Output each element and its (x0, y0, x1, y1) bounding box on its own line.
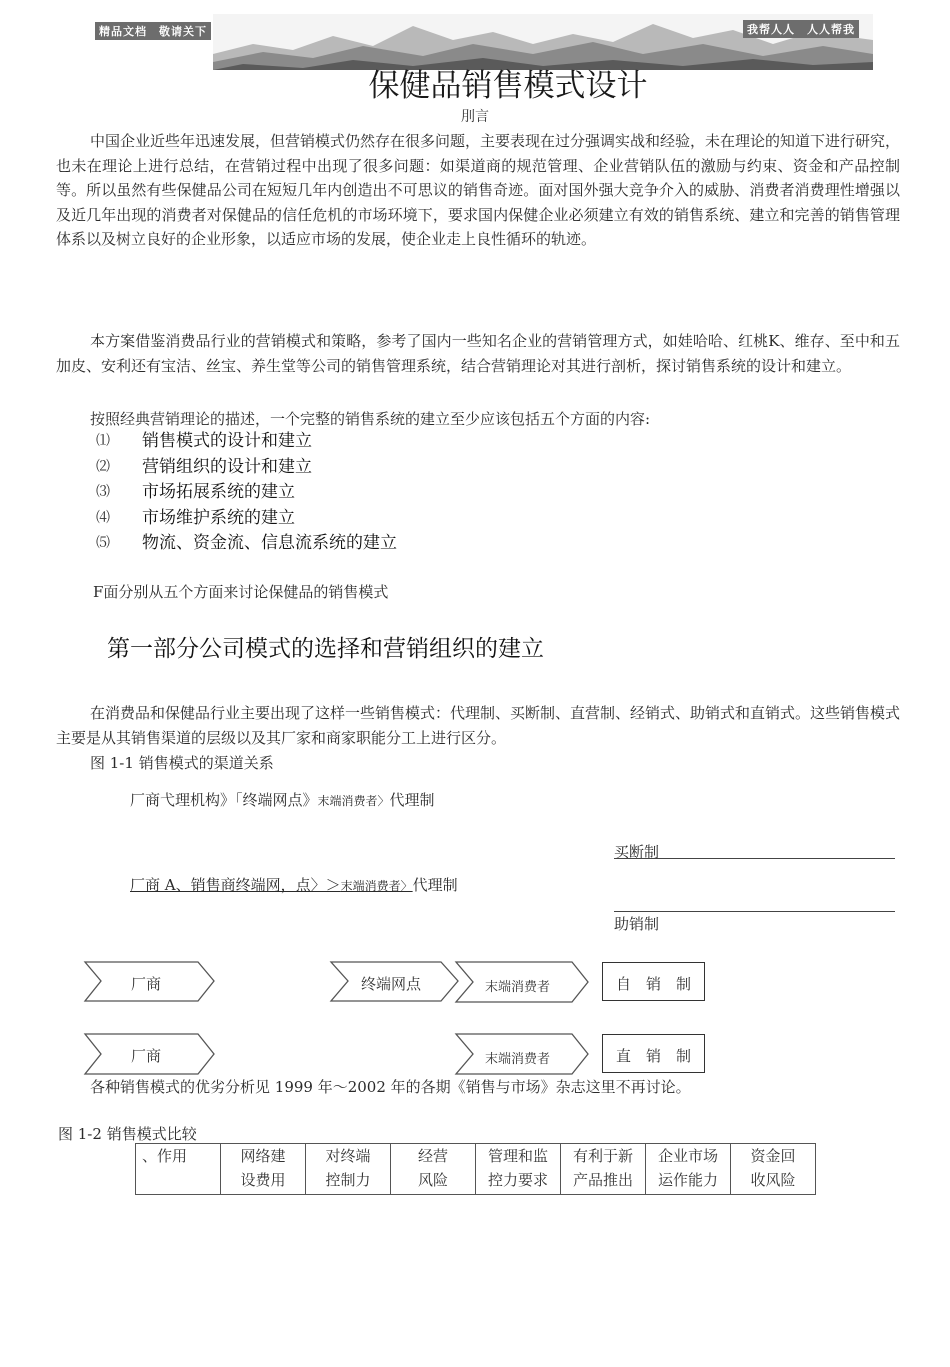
figure-1-caption: 图 1-1 销售模式的渠道关系 (90, 754, 274, 772)
chevron-label-terminal: 终端网点 (361, 975, 422, 993)
list-item-number: ⑵ (96, 458, 110, 475)
paragraph-sales-models: 在消费品和保健品行业主要出现了这样一些销售模式：代理制、买断制、直营制、经销式、助销式和直销式。这些销售模式主要是从其销售渠道的层级以及其厂家和商家职能分工上进行区分。 (56, 704, 901, 747)
divider (614, 911, 895, 912)
chevron-label-consumer: 末端消费者 (485, 1052, 551, 1067)
direct-sales-box (602, 962, 705, 1001)
list-item-number: ⑶ (96, 484, 110, 500)
channel-row-agency-tail: 代理制 (389, 791, 435, 809)
aspect-list (96, 426, 596, 554)
list-item-text: 市场拓展系统的建立 (142, 482, 295, 502)
channel-row-agency-main: 厂商弋理机构》「终端网点》 (130, 791, 318, 809)
channel-row-distributor-consumer: 末端消费者〉 (340, 879, 413, 893)
table-cell (476, 1144, 561, 1195)
list-item-text: 市场维护系统的建立 (142, 507, 295, 528)
table-cell-line: 收风险 (750, 1171, 796, 1189)
divider (614, 858, 895, 859)
table-cell (561, 1144, 646, 1195)
direct-selling-box-label: 直 销 制 (616, 1047, 692, 1065)
list-item (96, 426, 596, 452)
document-title: 保健品销售模式设计 (368, 68, 648, 104)
list-item (96, 528, 596, 554)
channel-row-agency (130, 789, 435, 810)
sales-model-comparison-table (135, 1143, 816, 1195)
chevron-label-maker: 厂商 (131, 975, 162, 993)
list-item (96, 503, 596, 529)
table-cell (731, 1144, 816, 1195)
paragraph-analysis-note: 各种销售模式的优劣分析见 1999 年〜2002 年的各期《销售与市场》杂志这里不再讨论。 (90, 1078, 691, 1096)
table-cell-line: 经营 (417, 1147, 448, 1165)
table-cell-line: 控制力 (325, 1171, 371, 1189)
table-cell-line: 管理和监 (487, 1147, 548, 1165)
channel-row-distributor-main: 厂商 A、销售商终端网，点〉＞ (130, 876, 341, 894)
channel-row-distributor-tail: 代理制 (412, 876, 458, 894)
preface-heading: 刖言 (461, 109, 489, 125)
table-cell-line: 设费用 (240, 1171, 286, 1189)
list-item (96, 452, 596, 478)
table-cell-line: 风险 (417, 1171, 448, 1189)
header-left-tag: 精品文档 敬请关下 (95, 22, 211, 40)
chevron-label-maker: 厂商 (131, 1047, 162, 1065)
paragraph-five-aspects: 按照经典营销理论的描述，一个完整的销售系统的建立至少应该包括五个方面的内容: (90, 410, 651, 428)
list-item-number: ⑷ (96, 509, 110, 526)
table-cell-line: 资金回 (750, 1147, 796, 1165)
chevron-label-consumer: 末端消费者 (485, 980, 551, 995)
table-cell (221, 1144, 306, 1195)
paragraph-reference: 本方案借鉴消费品行业的营销模式和策略，参考了国内一些知名企业的营销管理方式，如娃哈哈、红桃K、维存、至中和五加皮、安利还有宝洁、丝宝、养生堂等公司的销售管理系统，结合营销理论对其进行剖析，探讨销售系统的设计和建立。 (56, 332, 900, 375)
table-cell-line: 运作能力 (657, 1171, 718, 1189)
list-item-text: 营销组织的设计和建立 (142, 456, 312, 477)
table-row (136, 1144, 816, 1195)
table-cell-line: 对终端 (325, 1147, 371, 1165)
figure-2-caption: 图 1-2 销售模式比较 (58, 1125, 197, 1143)
table-cell-line: 网络建 (240, 1147, 286, 1165)
table-cell (391, 1144, 476, 1195)
list-item (96, 477, 596, 503)
paragraph-transition: F面分别从五个方面来讨论保健品的销售模式 (93, 583, 389, 601)
channel-row-agency-consumer: 末端消费者〉 (317, 794, 390, 808)
table-cell-line: 有利于新 (572, 1147, 633, 1165)
table-cell (136, 1144, 221, 1195)
label-assisted-sales: 助销制 (614, 915, 660, 933)
table-cell (646, 1144, 731, 1195)
list-item-number: ⑴ (96, 433, 110, 449)
table-cell (306, 1144, 391, 1195)
table-cell-line: 控力要求 (487, 1171, 548, 1189)
direct-selling-box (602, 1034, 705, 1073)
table-cell-line: 产品推出 (572, 1171, 633, 1189)
list-item-text: 物流、资金流、信息流系统的建立 (142, 533, 397, 553)
list-item-text: 销售模式的设计和建立 (142, 431, 312, 451)
table-cell-line: 企业市场 (657, 1147, 718, 1165)
header-right-tag: 我帮人人 人人帮我 (743, 20, 859, 38)
list-item-number: ⑸ (96, 535, 110, 551)
direct-sales-box-label: 自 销 制 (616, 975, 692, 993)
channel-row-distributor (130, 874, 458, 895)
table-cell-line: 、作用 (142, 1147, 188, 1165)
section-heading: 第一部分公司模式的选择和营销组织的建立 (107, 636, 544, 662)
paragraph-intro: 中国企业近些年迅速发展，但营销模式仍然存在很多问题，主要表现在过分强调实战和经验，未在理论的知道下进行研究，也未在理论上进行总结，在营销过程中出现了很多问题：如渠道商的规范管理、企业营销队伍的激励与约束、资金和产品控制等。所以虽然有些保健品公司在短短几年内创造出不可思议的销售奇迹。面对国外强大竞争介入的威胁、消费者消费理性增强以及近几年出现的消费者对保健品的信任危机的市场环境下，要求国内保健企业必须建立有效的销售系统、建立和完善的销售管理体系以及树立良好的企业形象，以适应市场的发展，使企业走上良性循环的轨迹。 (56, 132, 901, 248)
label-buyout: 买断制 (614, 843, 660, 861)
